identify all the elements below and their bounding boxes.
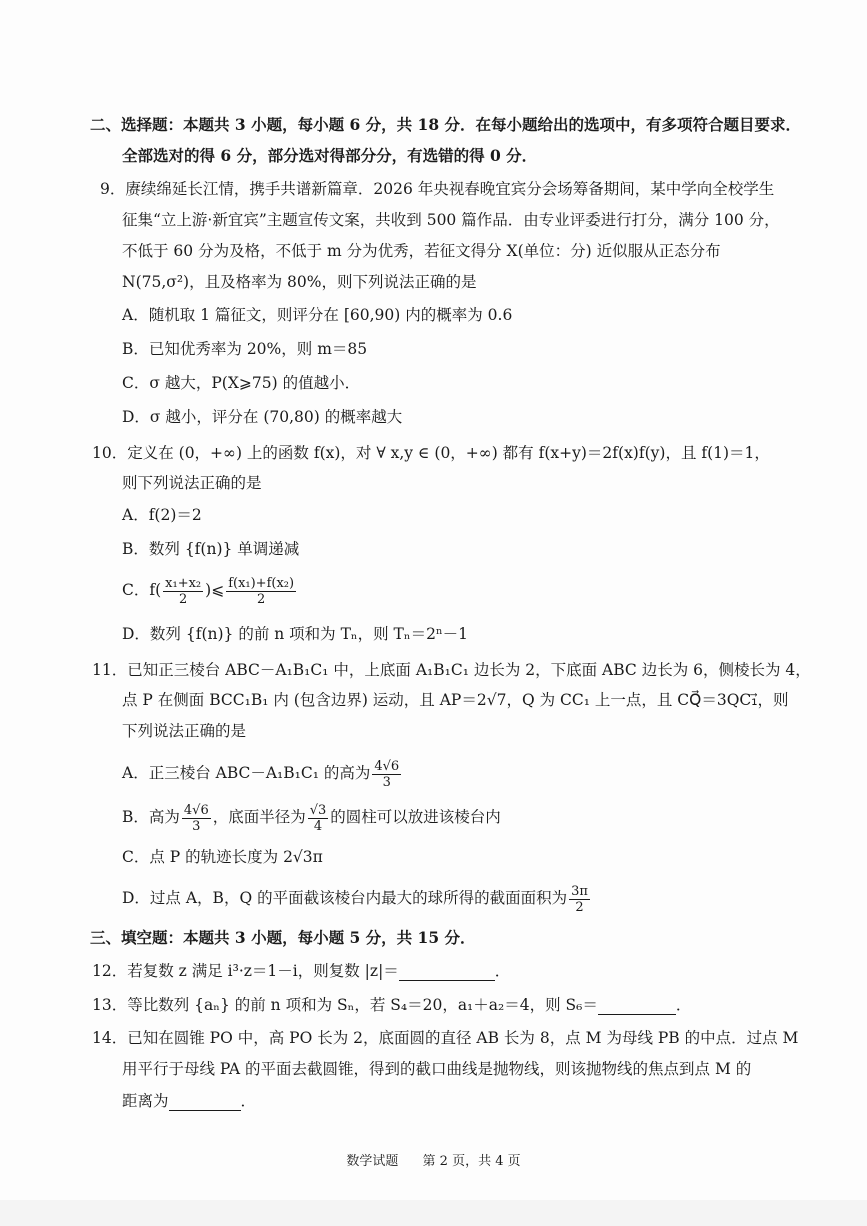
q10-c-prefix: C．f( <box>122 581 162 599</box>
q10-c-den2: 2 <box>256 591 266 607</box>
q10-stem-line1: 10．定义在 (0，+∞) 上的函数 f(x)，对 ∀ x,y ∈ (0，+∞) 都有 f(x+y)＝2f(x)f(y)，且 f(1)＝1， <box>92 444 770 462</box>
q13-answer-blank[interactable] <box>598 998 676 1015</box>
q10-c-den1: 2 <box>179 591 188 607</box>
q11-d-den: 2 <box>575 899 584 915</box>
q10-c-fraction-right <box>226 576 296 607</box>
q11-b-text1: B．高为 <box>122 808 180 826</box>
q11-d-num: 3π <box>571 883 588 899</box>
q12-end: ． <box>494 962 511 980</box>
section3-header: 三、填空题：本题共 3 小题，每小题 5 分，共 15 分． <box>90 928 476 947</box>
q11-option-d <box>122 880 592 916</box>
q14-last-text: 距离为 <box>122 1092 169 1110</box>
q11-b-den1: 3 <box>192 818 201 834</box>
q9-option-c: C．σ 越大，P(X⩾75) 的值越小． <box>122 374 361 392</box>
q14-stem-line1: 14．已知在圆锥 PO 中，高 PO 长为 2，底面圆的直径 AB 长为 8，点 M 为母线 PB 的中点．过点 M <box>92 1029 799 1047</box>
q10-stem-line2: 则下列说法正确的是 <box>122 474 262 492</box>
q12-answer-blank[interactable] <box>399 964 495 981</box>
q10-option-a: A．f(2)＝2 <box>122 506 202 524</box>
q11-a-text: A．正三棱台 ABC－A₁B₁C₁ 的高为 <box>122 764 371 782</box>
q13-end: ． <box>675 996 692 1014</box>
q13-text: 13．等比数列 {aₙ} 的前 n 项和为 Sₙ，若 S₄＝20，a₁＋a₂＝4，则 S₆＝ <box>92 996 598 1014</box>
q13 <box>92 995 691 1015</box>
q10-option-b: B．数列 {f(n)} 单调递减 <box>122 540 300 558</box>
q11-b-fraction2 <box>308 803 329 834</box>
q11-b-num1: 4√6 <box>183 802 209 818</box>
footer-subject: 数学试题 <box>346 1154 399 1169</box>
q11-a-num: 4√6 <box>374 758 400 774</box>
q10-option-c <box>122 572 298 608</box>
q10-c-num1: x₁+x₂ <box>165 575 202 591</box>
page-footer <box>0 1150 867 1169</box>
q10-c-fraction-left <box>163 576 203 607</box>
q11-stem-line3: 下列说法正确的是 <box>122 722 247 740</box>
q11-a-fraction <box>372 759 401 790</box>
q10-c-num2: f(x₁)+f(x₂) <box>228 575 295 591</box>
q11-stem-line2: 点 P 在侧面 BCC₁B₁ 内 (包含边界) 运动，且 AP＝2√7，Q 为 CC₁ 上一点，且 CQ⃗＝3QC₁⃗，则 <box>122 691 789 709</box>
q9-option-d: D．σ 越小，评分在 (70,80) 的概率越大 <box>122 408 403 426</box>
q14-end: ． <box>240 1092 257 1110</box>
q11-option-c: C．点 P 的轨迹长度为 2√3π <box>122 848 323 866</box>
q11-stem-line1: 11．已知正三棱台 ABC－A₁B₁C₁ 中，上底面 A₁B₁C₁ 边长为 2，下底面 ABC 边长为 6，侧棱长为 4， <box>92 661 811 679</box>
q12-text: 12．若复数 z 满足 i³·z＝1－i，则复数 |z|＝ <box>92 962 399 980</box>
q10-option-d: D．数列 {f(n)} 的前 n 项和为 Tₙ，则 Tₙ＝2ⁿ－1 <box>122 625 469 643</box>
q11-b-fraction1 <box>182 803 211 834</box>
q9-option-a: A．随机取 1 篇征文，则评分在 [60,90) 内的概率为 0.6 <box>122 306 513 324</box>
q11-d-fraction <box>569 884 590 915</box>
q14-answer-blank[interactable] <box>169 1094 241 1111</box>
q14-stem-line3 <box>122 1091 256 1111</box>
q11-option-b <box>122 799 501 835</box>
q14-stem-line2: 用平行于母线 PA 的平面去截圆锥，得到的截口曲线是抛物线，则该抛物线的焦点到点 M 的 <box>122 1060 752 1078</box>
q11-b-den2: 4 <box>313 818 323 834</box>
section2-header-line2: 全部选对的得 6 分，部分选对得部分分，有选错的得 0 分． <box>122 146 538 165</box>
section2-header-line1: 二、选择题：本题共 3 小题，每小题 6 分，共 18 分．在每小题给出的选项中，有多项符合题目要求． <box>90 115 802 134</box>
q9-stem-line4: N(75,σ²)，且及格率为 80%，则下列说法正确的是 <box>122 273 477 291</box>
q9-option-b: B．已知优秀率为 20%，则 m＝85 <box>122 340 368 358</box>
q11-b-text3: 的圆柱可以放进该棱台内 <box>330 808 501 826</box>
footer-page-number: 第 2 页，共 4 页 <box>422 1154 521 1169</box>
q11-option-a <box>122 755 403 791</box>
q11-b-text2: ，底面半径为 <box>212 808 306 826</box>
q9-stem-line2: 征集“立上游·新宜宾”主题宣传文案，共收到 500 篇作品．由专业评委进行打分，满分 100 分， <box>122 211 780 229</box>
scan-bottom-edge <box>0 1200 867 1226</box>
q9-stem-line3: 不低于 60 分为及格，不低于 m 分为优秀，若征文得分 X(单位：分) 近似服从正态分布 <box>122 242 721 260</box>
q12 <box>92 961 510 981</box>
q11-a-den: 3 <box>382 774 391 790</box>
q9-stem-line1: 9．赓续绵延长江情，携手共谱新篇章．2026 年央视春晚宜宾分会场筹备期间，某中学向全校学生 <box>100 180 775 198</box>
q11-b-num2: √3 <box>309 802 327 818</box>
q11-d-text: D．过点 A，B，Q 的平面截该棱台内最大的球所得的截面面积为 <box>122 889 568 907</box>
q10-c-mid: )⩽ <box>205 581 225 599</box>
